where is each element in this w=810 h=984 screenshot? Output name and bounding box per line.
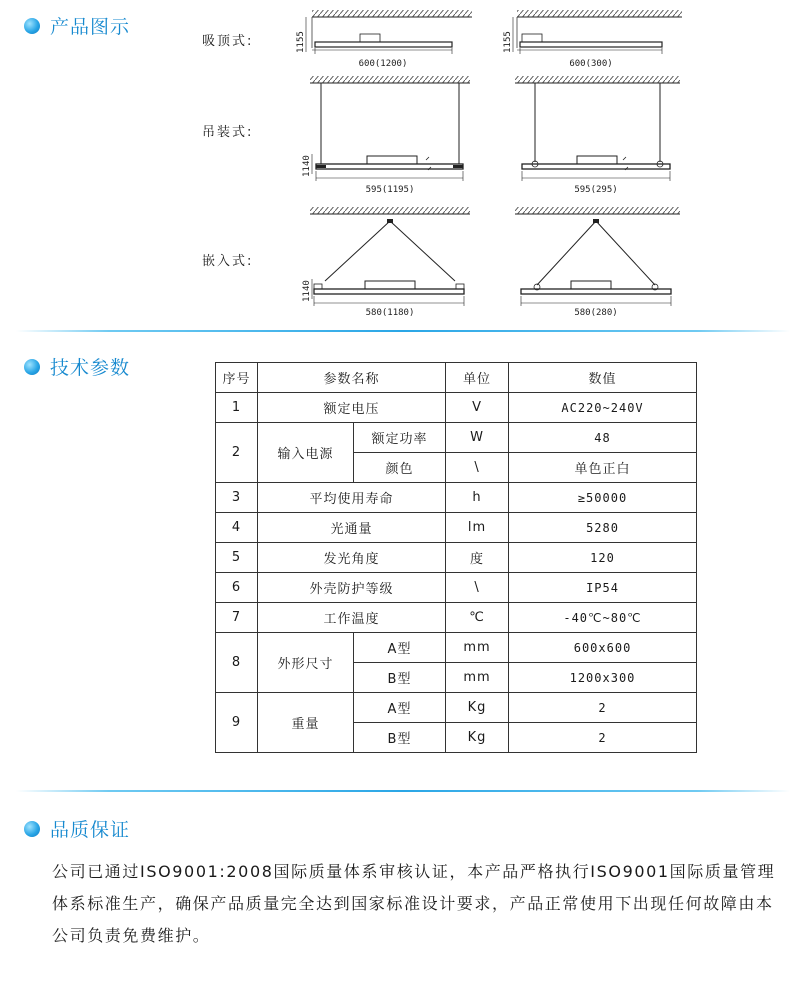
cell-no: 7 [216,603,258,633]
cell-name: 平均使用寿命 [258,483,446,513]
table-header-row [216,363,697,393]
cell-name: A型 [354,633,446,663]
cell-name: 颜色 [354,453,446,483]
cell-value: IP54 [509,573,697,603]
dim-width-label: 595(1195) [365,185,415,195]
cell-group: 重量 [258,693,354,753]
cell-unit: 度 [446,543,509,573]
table-row [216,483,697,513]
cell-unit: \ [446,573,509,603]
dim-width-label: 600(300) [569,59,613,69]
cell-unit: mm [446,633,509,663]
cell-name: 外壳防护等级 [258,573,446,603]
cell-name: 工作温度 [258,603,446,633]
suspended-drawing-a [290,74,475,202]
cell-name: 额定功率 [354,423,446,453]
cell-group: 输入电源 [258,423,354,483]
dim-width-label: 580(280) [574,308,618,318]
table-row [216,393,697,423]
dim-height-11: 11 [302,166,312,177]
cell-unit: \ [446,453,509,483]
dim-height-11: 11 [302,291,312,302]
cell-value: 2 [509,693,697,723]
dim-width-label: 600(1200) [358,59,408,69]
cell-no: 8 [216,633,258,693]
section-bullet-icon [24,359,40,375]
cell-name: B型 [354,723,446,753]
section-bullet-icon [24,18,40,34]
cell-value: 2 [509,723,697,753]
cell-unit: h [446,483,509,513]
cell-name: 额定电压 [258,393,446,423]
dim-height-55: 55 [296,31,306,42]
cell-name: A型 [354,693,446,723]
section-divider [16,330,790,332]
quality-statement: 公司已通过ISO9001:2008国际质量体系审核认证，本产品严格执行ISO9001国际质量管理体系标准生产，确保产品质量完全达到国家标准设计要求，产品正常使用下出现任何故障由本公司负责免费维护。 [52,862,776,945]
cell-unit: W [446,423,509,453]
recessed-drawing-b [505,205,685,317]
header-no: 序号 [216,363,258,393]
cell-value: 5280 [509,513,697,543]
cell-unit: Kg [446,723,509,753]
cell-value: ≥50000 [509,483,697,513]
table-row [216,633,697,663]
table-row [216,423,697,453]
table-row [216,543,697,573]
cell-value: 120 [509,543,697,573]
cell-no: 9 [216,693,258,753]
mount-label-surface: 吸顶式: [202,34,254,49]
section-title: 技术参数 [50,357,131,379]
section-title: 产品图示 [50,16,131,38]
cell-value: 48 [509,423,697,453]
cell-no: 1 [216,393,258,423]
header-unit: 单位 [446,363,509,393]
table-row [216,693,697,723]
tech-params-table [215,362,697,753]
header-param-name: 参数名称 [258,363,446,393]
cell-no: 5 [216,543,258,573]
cell-no: 2 [216,423,258,483]
cell-name: 发光角度 [258,543,446,573]
dim-width-label: 580(1180) [365,308,415,318]
section-bullet-icon [24,821,40,837]
mount-label-recessed: 嵌入式: [202,254,254,269]
dim-height-40: 40 [302,280,312,291]
cell-group: 外形尺寸 [258,633,354,693]
dim-height-11: 11 [503,42,513,53]
cell-unit: Kg [446,693,509,723]
table-row [216,573,697,603]
recessed-drawing-a [290,205,475,317]
dim-width-label: 595(295) [574,185,618,195]
cell-value: 单色正白 [509,453,697,483]
cell-value: 600x600 [509,633,697,663]
surface-mount-drawing-b [505,8,685,72]
cell-value: AC220~240V [509,393,697,423]
section-header-product-diagram [24,12,130,39]
surface-mount-drawing-a [290,8,475,72]
cell-no: 4 [216,513,258,543]
cell-unit: lm [446,513,509,543]
section-header-quality [24,815,130,842]
cell-unit: V [446,393,509,423]
table-row [216,513,697,543]
cell-name: B型 [354,663,446,693]
dim-height-55: 55 [503,31,513,42]
dim-height-40: 40 [302,155,312,166]
cell-value: -40℃~80℃ [509,603,697,633]
section-header-tech-params [24,353,130,380]
cell-no: 3 [216,483,258,513]
cell-value: 1200x300 [509,663,697,693]
suspended-drawing-b [505,74,685,202]
cell-name: 光通量 [258,513,446,543]
cell-unit: mm [446,663,509,693]
table-row [216,603,697,633]
section-title: 品质保证 [50,819,131,841]
header-value: 数值 [509,363,697,393]
mount-label-suspended: 吊装式: [202,125,254,140]
cell-unit: ℃ [446,603,509,633]
dim-height-11: 11 [296,42,306,53]
section-divider [16,790,790,792]
cell-no: 6 [216,573,258,603]
